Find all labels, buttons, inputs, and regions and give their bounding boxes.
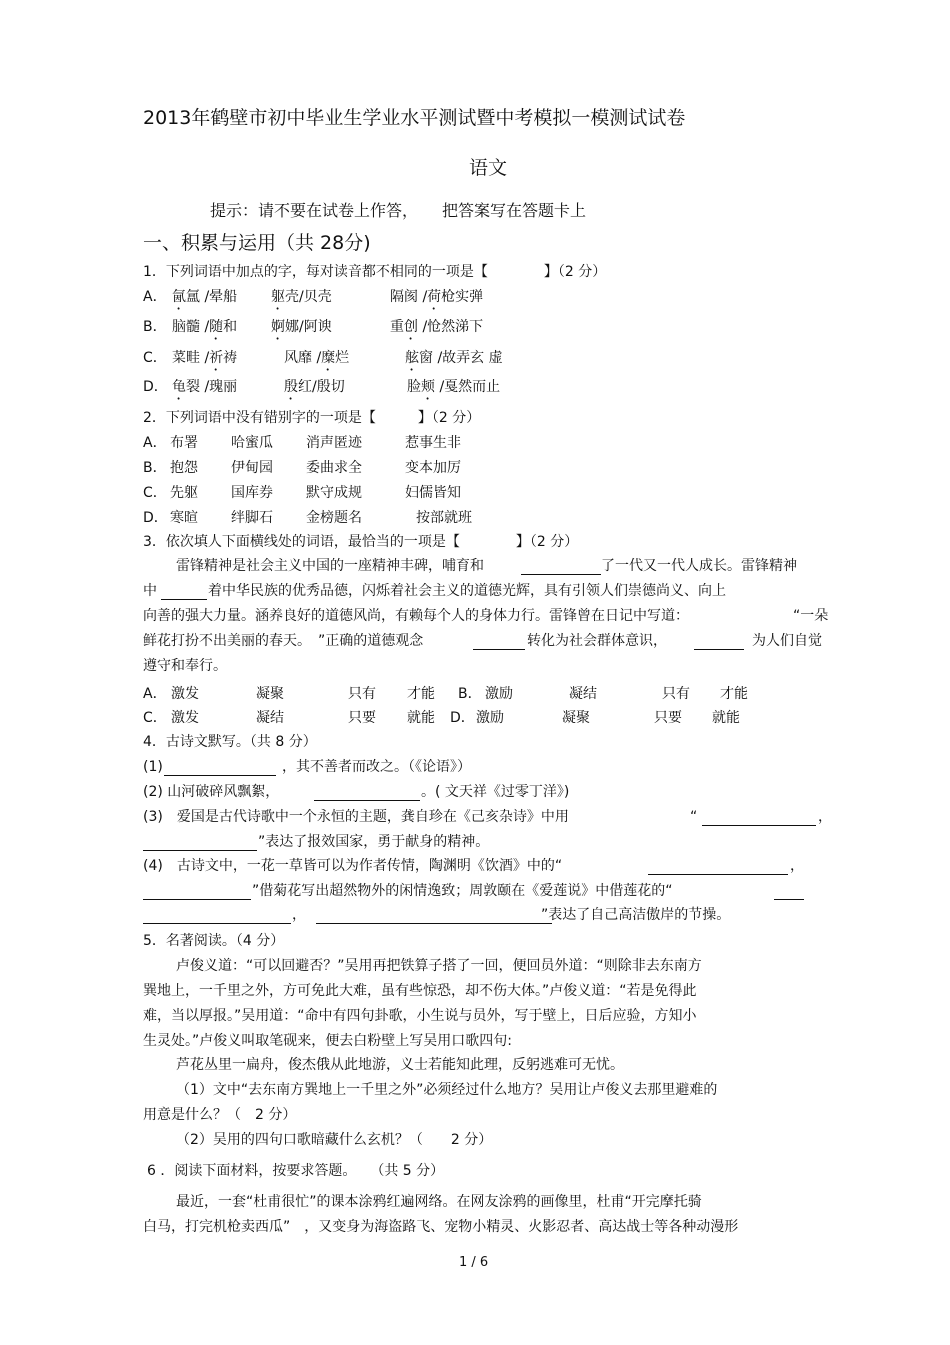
- q4-blank: [164, 758, 276, 776]
- q4-item3-comma: ，: [818, 809, 832, 825]
- q4-item4-text: (4) 古诗文中，一花一草皆可以为作者传情，陶渊明《饮酒》中的“: [143, 858, 563, 874]
- q6-passage-line: 最近，一套“杜甫很忙”的课本涂鸦红遍网络。在网友涂鸦的画像里，杜甫“开完摩托骑: [176, 1194, 702, 1210]
- q3-blank-4: [694, 632, 744, 650]
- q4-blank: [143, 882, 251, 900]
- q4-blank: [774, 882, 804, 900]
- q4-item4-line2: ”借菊花写出超然物外的闲情逸致；周敦颐在《爱莲说》中借莲花的“: [252, 883, 673, 899]
- q1-option-a-word: 隔阂 /荷枪实弹: [390, 289, 484, 305]
- q2-option-word: 惹事生非: [405, 435, 461, 451]
- q3-option-word: 就能: [712, 710, 740, 726]
- q2-option-word: 金榜题名: [306, 510, 362, 526]
- q1-stem: 1．下列词语中加点的字，每对读音都不相同的一项是【 】（2 分）: [143, 264, 607, 280]
- q5-subquestion-2: （2）吴用的四句口歌暗藏什么玄机？（ 2 分）: [176, 1132, 493, 1148]
- exam-title: 2013年鹤壁市初中毕业生学业水平测试暨中考模拟一模测试试卷: [143, 107, 686, 129]
- q4-blank: [316, 906, 552, 924]
- q4-item2-tail: 。( 文天祥《过零丁洋》): [421, 784, 570, 800]
- q2-option-label: D．: [143, 510, 168, 526]
- q2-option-label: C．: [143, 485, 167, 501]
- q4-blank: [702, 808, 816, 826]
- q1-option-a-word: 氤氲 /晕船: [172, 289, 238, 305]
- q3-passage-text: 遵守和奉行。: [143, 658, 227, 674]
- q2-option-label: B．: [143, 460, 167, 476]
- q4-item3-line2: ”表达了报效国家，勇于献身的精神。: [258, 834, 490, 850]
- q2-option-word: 哈蜜瓜: [231, 435, 273, 451]
- q2-option-word: 默守成规: [306, 485, 362, 501]
- q2-option-word: 按部就班: [416, 510, 472, 526]
- q2-option-word: 抱怨: [170, 460, 198, 476]
- q1-option-d-word: 脸颊 /戛然而止: [407, 379, 501, 395]
- section-heading: 一、积累与运用（共 28分): [143, 232, 371, 254]
- q1-option-d-word: 龟裂 /瑰丽: [172, 379, 238, 395]
- subject-title: 语文: [469, 157, 508, 179]
- q3-option-word: 只有: [662, 686, 690, 702]
- q3-passage-text: 中: [143, 583, 157, 599]
- q4-stem: 4．古诗文默写。（共 8 分）: [143, 734, 317, 750]
- q3-option-label: C．: [143, 710, 167, 726]
- q3-passage-text: 向善的强大力量。涵养良好的道德风尚，有赖每个人的身体力行。雷锋曾在日记中写道：: [143, 608, 689, 624]
- q2-option-word: 委曲求全: [306, 460, 362, 476]
- q5-stem: 5．名著阅读。（4 分）: [143, 933, 285, 949]
- q3-blank-1: [521, 557, 601, 575]
- q3-option-word: 激发: [171, 710, 199, 726]
- q1-option-a-word: 躯壳/贝壳: [271, 289, 332, 305]
- q4-item3-quote-open: “: [690, 809, 698, 825]
- q4-item2-text: (2) 山河破碎风飘絮，: [143, 784, 280, 800]
- q3-option-label: B．: [458, 686, 482, 702]
- q4-item1-number: (1): [143, 759, 163, 775]
- q1-option-c-word: 菜畦 /祈祷: [172, 350, 238, 366]
- q3-stem: 3．依次填人下面横线处的词语，最恰当的一项是【 】（2 分）: [143, 534, 579, 550]
- q3-blank-2: [161, 582, 207, 600]
- q5-poem-line: 芦花丛里一扁舟，俊杰俄从此地游，义士若能知此理，反躬逃难可无忧。: [176, 1057, 624, 1073]
- q4-blank: [143, 906, 291, 924]
- q3-passage-text: 雷锋精神是社会主义中国的一座精神丰碑，哺育和: [176, 558, 484, 574]
- instruction-tip: 提示：请不要在试卷上作答， 把答案写在答题卡上: [210, 201, 587, 220]
- q3-option-word: 凝聚: [256, 686, 284, 702]
- q4-item3-text: (3) 爱国是古代诗歌中一个永恒的主题，龚自珍在《己亥杂诗》中用: [143, 809, 569, 825]
- q4-item1-text: ，其不善者而改之。（《论语》）: [282, 759, 471, 775]
- q5-subquestion-1-cont: 用意是什么？（ 2 分）: [143, 1107, 297, 1123]
- q1-option-c-word: 舷窗 /故弄玄 虚: [405, 350, 503, 366]
- q6-passage-line: 白马，打完机枪卖西瓜” ，又变身为海盗路飞、宠物小精灵、火影忍者、高达战士等各种动漫形: [143, 1219, 739, 1235]
- q2-option-label: A．: [143, 435, 167, 451]
- q5-subquestion-1: （1）文中“去东南方巽地上一千里之外”必须经过什么地方？吴用让卢俊义去那里避难的: [176, 1082, 718, 1098]
- q3-passage-text: 转化为社会群体意识，: [527, 633, 667, 649]
- q4-blank: [143, 833, 257, 851]
- q3-passage-text: 鲜花打扮不出美丽的春天。 ”正确的道德观念: [143, 633, 424, 649]
- q3-option-word: 才能: [407, 686, 435, 702]
- q3-passage-text: 了一代又一代人成长。雷锋精神: [601, 558, 797, 574]
- q3-option-word: 才能: [720, 686, 748, 702]
- q1-option-b-word: 脑髓 /随和: [172, 319, 238, 335]
- q1-option-b-word: 婀娜/阿谀: [271, 319, 332, 335]
- q3-option-word: 凝聚: [562, 710, 590, 726]
- q3-option-word: 激励: [476, 710, 504, 726]
- q4-item4-comma: ，: [790, 858, 804, 874]
- q2-option-word: 国库券: [231, 485, 273, 501]
- q3-blank-3: [473, 632, 525, 650]
- q1-option-a-label: A．: [143, 289, 167, 305]
- page-number: 1 / 6: [459, 1255, 489, 1270]
- q1-option-c-word: 风靡 /糜烂: [284, 350, 350, 366]
- q1-option-d-word: 殷红/殷切: [284, 379, 345, 395]
- q5-passage-line: 生灵处。”卢俊义叫取笔砚来，便去白粉壁上写吴用口歌四句:: [143, 1033, 512, 1049]
- q3-option-word: 凝结: [569, 686, 597, 702]
- q1-option-b-label: B．: [143, 319, 167, 335]
- q2-option-word: 寒暄: [170, 510, 198, 526]
- q5-passage-line: 巽地上，一千里之外，方可免此大难，虽有些惊恐，却不伤大体。”卢俊义道：“若是免得此: [143, 983, 697, 999]
- q2-option-word: 绊脚石: [231, 510, 273, 526]
- q3-option-word: 激励: [485, 686, 513, 702]
- q2-stem: 2．下列词语中没有错别字的一项是【 】（2 分）: [143, 410, 481, 426]
- q2-option-word: 消声匿迹: [306, 435, 362, 451]
- q4-blank: [314, 783, 420, 801]
- q4-item4-line3: ”表达了自己高洁傲岸的节操。: [541, 907, 731, 923]
- q2-option-word: 妇儒皆知: [405, 485, 461, 501]
- q3-passage-text: 着中华民族的优秀品德，闪烁着社会主义的道德光辉，具有引领人们崇德尚义、向上: [208, 583, 726, 599]
- q5-passage-line: 难，当以厚报。”吴用道：“命中有四句卦歌，小生说与员外，写于壁上，日后应验，方知小: [143, 1008, 697, 1024]
- q3-option-word: 就能: [407, 710, 435, 726]
- q3-passage-text: “一朵: [793, 608, 829, 624]
- q4-blank: [648, 857, 788, 875]
- q3-option-label: A．: [143, 686, 167, 702]
- q3-option-word: 只要: [348, 710, 376, 726]
- q3-option-word: 只要: [654, 710, 682, 726]
- q5-passage-line: 卢俊义道：“可以回避否？”吴用再把铁算子搭了一回，便回员外道：“则除非去东南方: [176, 958, 702, 974]
- q1-option-b-word: 重创 /怆然涕下: [390, 319, 484, 335]
- q4-item4-comma2: ，: [292, 907, 306, 923]
- q2-option-word: 布署: [170, 435, 198, 451]
- q3-passage-text: 为人们自觉: [752, 633, 822, 649]
- q1-option-c-label: C．: [143, 350, 167, 366]
- q2-option-word: 变本加厉: [405, 460, 461, 476]
- q6-stem: 6 ．阅读下面材料，按要求答题。 （共 5 分）: [147, 1163, 445, 1179]
- q2-option-word: 先躯: [170, 485, 198, 501]
- q2-option-word: 伊甸园: [231, 460, 273, 476]
- q3-option-word: 激发: [171, 686, 199, 702]
- q1-option-d-label: D．: [143, 379, 168, 395]
- q3-option-word: 只有: [348, 686, 376, 702]
- q3-option-word: 凝结: [256, 710, 284, 726]
- q3-option-label: D．: [450, 710, 475, 726]
